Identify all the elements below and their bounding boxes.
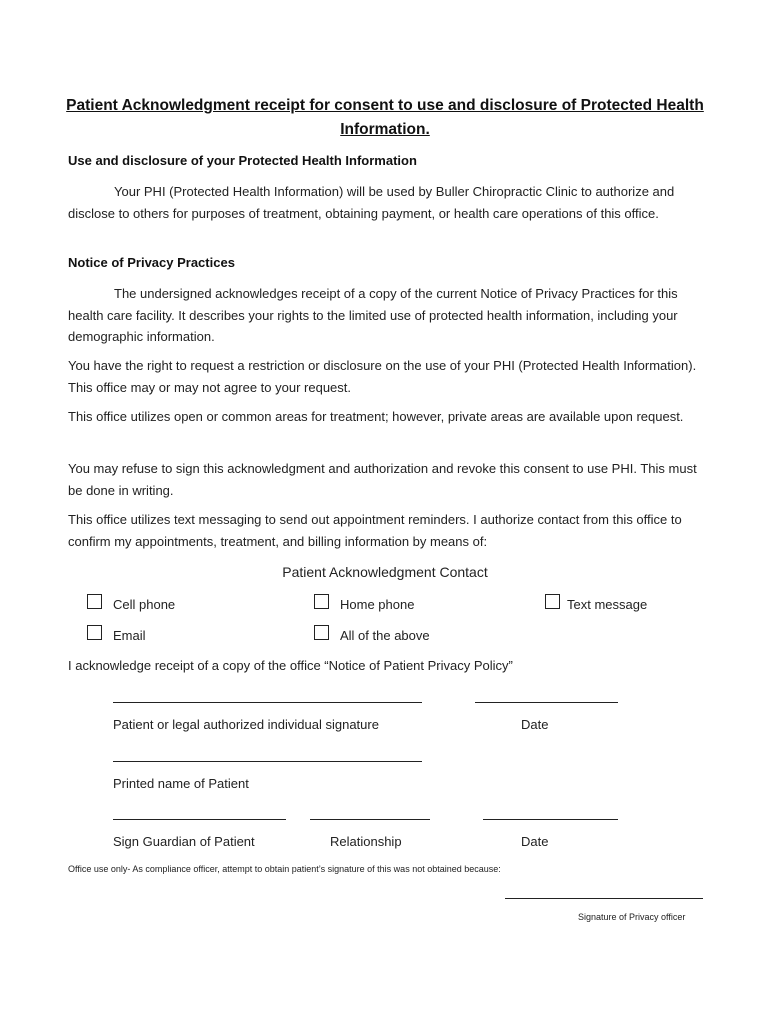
office-use-note: Office use only- As compliance officer, attempt to obtain patient’s signature of this was not obtained because: (68, 864, 501, 874)
home-phone-checkbox[interactable] (314, 594, 329, 609)
privacy-officer-label: Signature of Privacy officer (578, 912, 686, 922)
text-message-checkbox[interactable] (545, 594, 560, 609)
cell-phone-label: Cell phone (113, 597, 176, 612)
title-line-2: Information. (340, 121, 430, 138)
patient-signature-label: Patient or legal authorized individual signature (113, 717, 379, 732)
date-label-1: Date (521, 717, 549, 732)
patient-signature-line[interactable] (113, 702, 422, 703)
paragraph-phi-use: Your PHI (Protected Health Information) will be used by Buller Chiropractic Clinic to authorize and disclose to others for purposes of treatment, obtaining payment, or health care operations of this office. (68, 184, 675, 221)
title-line-1: Patient Acknowledgment receipt for consent to use and disclosure of Protected Health (66, 97, 704, 114)
paragraph-privacy-notice: The undersigned acknowledges receipt of a copy of the current Notice of Privacy Practices for this health care facility. It describes your rights to the limited use of protected health information, including your demographic information. (68, 286, 678, 344)
cell-phone-checkbox[interactable] (87, 594, 102, 609)
document-title (64, 94, 706, 142)
home-phone-label: Home phone (340, 597, 415, 612)
all-of-above-label: All of the above (340, 628, 430, 643)
date-line-1[interactable] (475, 702, 618, 703)
privacy-officer-signature-line[interactable] (505, 898, 703, 899)
printed-name-line[interactable] (113, 761, 422, 762)
paragraph-restriction: You have the right to request a restriction or disclosure on the use of your PHI (Protected Health Information). This office may or may not agree to your request. (68, 358, 697, 395)
paragraph-texting: This office utilizes text messaging to send out appointment reminders. I authorize contact from this office to confirm my appointments, treatment, and billing information by means of: (68, 512, 682, 549)
all-of-above-checkbox[interactable] (314, 625, 329, 640)
date-line-2[interactable] (483, 819, 618, 820)
contact-heading: Patient Acknowledgment Contact (282, 564, 488, 580)
paragraph-open-areas: This office utilizes open or common areas for treatment; however, private areas are available upon request. (68, 409, 684, 424)
relationship-line[interactable] (310, 819, 430, 820)
acknowledge-statement: I acknowledge receipt of a copy of the office “Notice of Patient Privacy Policy” (68, 658, 513, 673)
email-label: Email (113, 628, 146, 643)
section-heading-use-disclosure: Use and disclosure of your Protected Health Information (68, 153, 417, 168)
paragraph-refuse: You may refuse to sign this acknowledgment and authorization and revoke this consent to use PHI. This must be done in writing. (68, 461, 697, 498)
guardian-signature-line[interactable] (113, 819, 286, 820)
printed-name-label: Printed name of Patient (113, 776, 249, 791)
email-checkbox[interactable] (87, 625, 102, 640)
text-message-label: Text message (567, 597, 648, 612)
guardian-label: Sign Guardian of Patient (113, 834, 255, 849)
section-heading-privacy-practices: Notice of Privacy Practices (68, 255, 235, 270)
date-label-2: Date (521, 834, 549, 849)
relationship-label: Relationship (330, 834, 402, 849)
